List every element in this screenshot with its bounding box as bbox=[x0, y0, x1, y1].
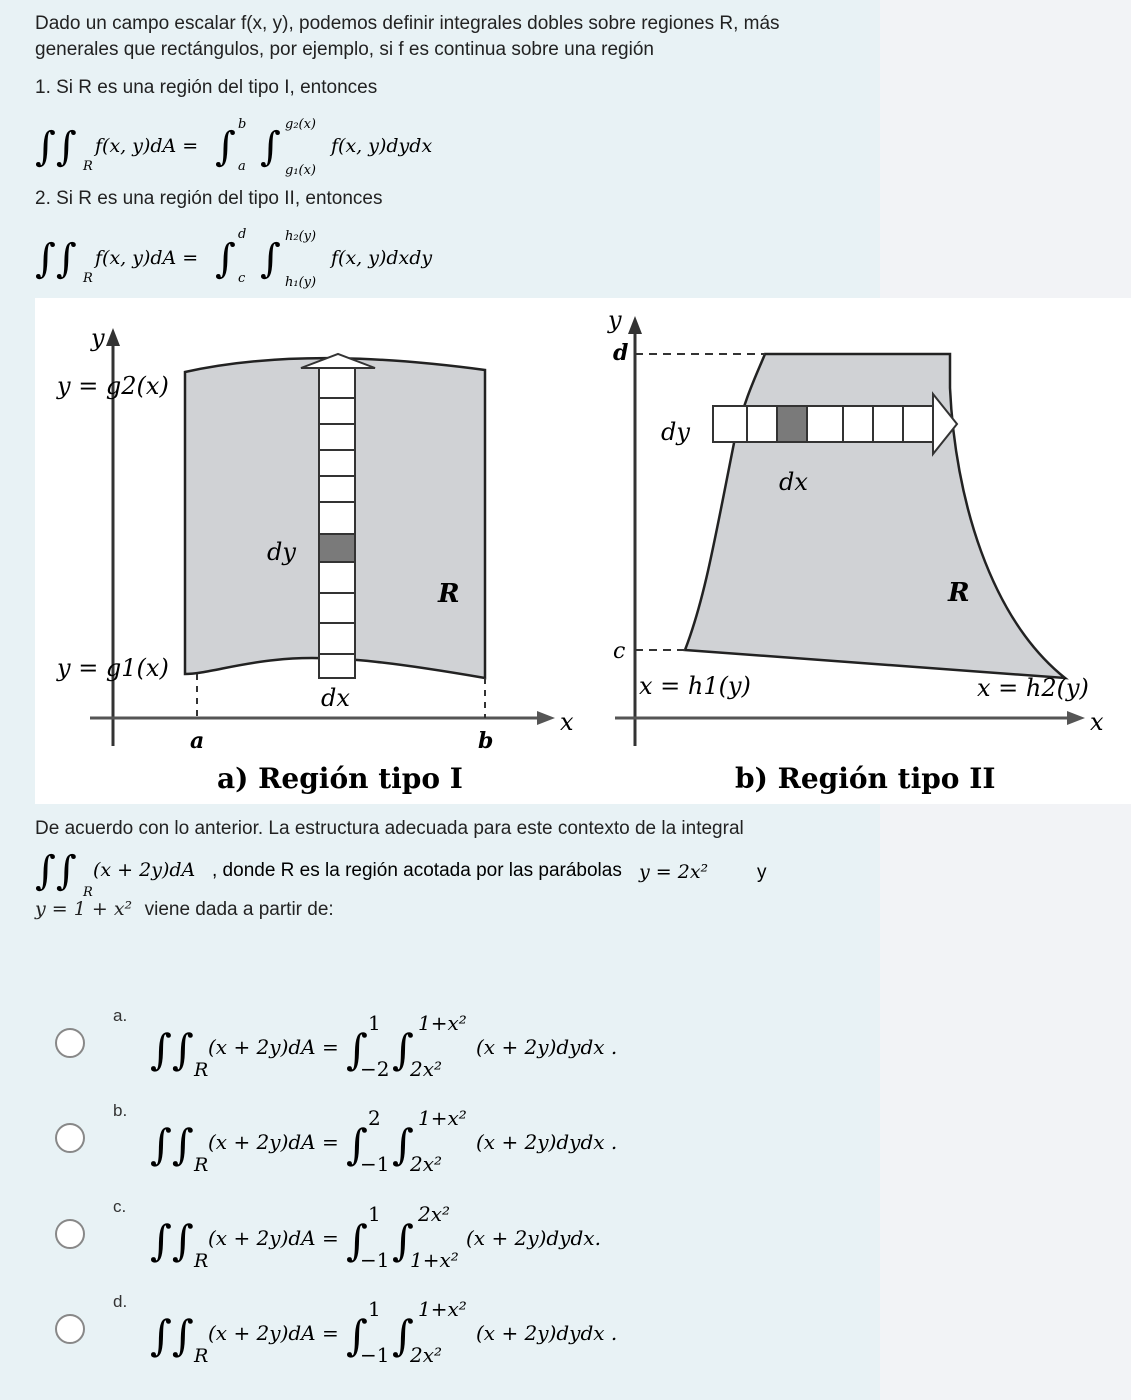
type-1-diagram bbox=[56, 324, 574, 795]
intro-line-1: Dado un campo escalar f(x, y), podemos definir integrales dobles sobre regiones R, más bbox=[35, 13, 780, 34]
type-2-x-label: x bbox=[1090, 708, 1104, 736]
f1-lhs: f(x, y)dA = bbox=[95, 135, 199, 157]
formula-type-1-svg bbox=[35, 108, 635, 180]
svg-text:∫∫: ∫∫ bbox=[150, 1120, 194, 1169]
type-2-right-curve-label: x = h2(y) bbox=[977, 674, 1089, 702]
question-line-1: De acuerdo con lo anterior. La estructura adecuada para este contexto de la integral bbox=[35, 818, 744, 839]
svg-text:h₁(y): h₁(y) bbox=[285, 275, 317, 290]
option-c-letter: c. bbox=[113, 1197, 127, 1216]
type-2-diagram bbox=[607, 306, 1104, 795]
type-2-y-label: y bbox=[608, 306, 622, 334]
svg-text:2x²: 2x² bbox=[410, 1152, 443, 1176]
option-b-letter: b. bbox=[113, 1101, 128, 1120]
type-1-x-label: x bbox=[560, 708, 574, 736]
type-1-dy-label: dy bbox=[267, 538, 296, 566]
svg-text:(x + 2y)dA =: (x + 2y)dA = bbox=[208, 1035, 339, 1059]
svg-text:(x + 2y)dA =: (x + 2y)dA = bbox=[208, 1321, 339, 1345]
svg-text:R: R bbox=[194, 1059, 209, 1081]
svg-text:g₁(x): g₁(x) bbox=[285, 163, 317, 178]
question-line-2-svg bbox=[35, 842, 875, 898]
svg-text:f(x, y)dA =: f(x, y)dA = bbox=[95, 247, 199, 269]
svg-text:b: b bbox=[238, 117, 247, 132]
formula-type-2 bbox=[35, 220, 635, 292]
type-2-c-label: c bbox=[613, 639, 626, 664]
svg-text:∫∫: ∫∫ bbox=[150, 1025, 194, 1074]
svg-text:(x + 2y)dydx .: (x + 2y)dydx . bbox=[476, 1035, 618, 1059]
svg-text:2x²: 2x² bbox=[410, 1057, 443, 1081]
type-1-y-arrow bbox=[106, 328, 120, 346]
svg-text:∫∫: ∫∫ bbox=[150, 1311, 194, 1360]
svg-text:∫: ∫ bbox=[346, 1216, 368, 1265]
question-parabola-2: y = 1 + x² bbox=[35, 898, 133, 920]
intro-item-2: 2. Si R es una región del tipo II, entonces bbox=[35, 188, 383, 209]
svg-text:(x + 2y)dA =: (x + 2y)dA = bbox=[208, 1130, 339, 1154]
type-1-dx-label: dx bbox=[321, 684, 350, 712]
svg-text:∫: ∫ bbox=[346, 1311, 368, 1360]
question-line-3-text: viene dada a partir de: bbox=[144, 899, 334, 920]
svg-text:a: a bbox=[238, 159, 246, 174]
region-figure-svg bbox=[35, 298, 1131, 804]
svg-text:f(x, y)dxdy: f(x, y)dxdy bbox=[331, 247, 433, 269]
option-d[interactable] bbox=[55, 1292, 855, 1372]
question-line-2-text: , donde R es la región acotada por las parábolas bbox=[212, 860, 622, 881]
svg-text:∫: ∫ bbox=[215, 236, 236, 282]
option-d-radio[interactable] bbox=[55, 1314, 85, 1344]
svg-text:∫: ∫ bbox=[392, 1311, 414, 1360]
svg-text:g₂(x): g₂(x) bbox=[285, 117, 317, 132]
svg-text:∫: ∫ bbox=[260, 236, 281, 282]
svg-text:1: 1 bbox=[368, 1011, 381, 1035]
formula-type-1 bbox=[35, 108, 635, 180]
type-1-bottom-curve-label: y = g1(x) bbox=[57, 654, 169, 682]
option-b[interactable] bbox=[55, 1101, 855, 1181]
type-2-region bbox=[685, 354, 1065, 678]
f1-sub-R: R bbox=[83, 159, 93, 174]
svg-text:∫: ∫ bbox=[260, 124, 281, 170]
svg-text:h₂(y): h₂(y) bbox=[285, 229, 317, 244]
svg-text:(x + 2y)dydx.: (x + 2y)dydx. bbox=[466, 1226, 601, 1250]
type-1-x-arrow bbox=[537, 711, 555, 725]
option-d-formula bbox=[150, 1292, 770, 1372]
svg-text:(x + 2y)dA =: (x + 2y)dA = bbox=[208, 1226, 339, 1250]
type-2-d-label: d bbox=[613, 340, 629, 366]
type-2-dy-label: dy bbox=[661, 418, 690, 446]
svg-text:∫: ∫ bbox=[346, 1025, 368, 1074]
svg-text:c: c bbox=[238, 271, 246, 286]
svg-text:f(x, y)dydx: f(x, y)dydx bbox=[331, 135, 433, 157]
svg-text:R: R bbox=[194, 1250, 209, 1272]
type-2-dA-cell bbox=[777, 406, 807, 442]
svg-text:∫: ∫ bbox=[392, 1025, 414, 1074]
option-b-radio[interactable] bbox=[55, 1123, 85, 1153]
svg-text:R: R bbox=[83, 271, 93, 286]
svg-text:∫∫: ∫∫ bbox=[35, 124, 77, 170]
type-2-region-label: R bbox=[948, 578, 970, 608]
svg-text:2x²: 2x² bbox=[410, 1343, 443, 1367]
svg-text:−1: −1 bbox=[360, 1343, 390, 1367]
type-2-left-curve-label: x = h1(y) bbox=[639, 672, 751, 700]
svg-text:1+x²: 1+x² bbox=[410, 1248, 459, 1272]
svg-text:2x²: 2x² bbox=[418, 1202, 451, 1226]
type-2-y-arrow bbox=[628, 316, 642, 334]
option-a-formula bbox=[150, 1006, 770, 1086]
svg-text:1: 1 bbox=[368, 1297, 381, 1321]
type-2-x-arrow bbox=[1067, 711, 1085, 725]
region-figure bbox=[35, 298, 1131, 804]
svg-text:∫∫: ∫∫ bbox=[35, 236, 77, 282]
type-1-top-curve-label: y = g2(x) bbox=[57, 372, 169, 400]
svg-text:∫: ∫ bbox=[392, 1216, 414, 1265]
svg-text:−2: −2 bbox=[360, 1057, 390, 1081]
option-c[interactable] bbox=[55, 1197, 855, 1277]
svg-text:R: R bbox=[83, 885, 93, 898]
svg-text:−1: −1 bbox=[360, 1152, 390, 1176]
intro-item-1: 1. Si R es una región del tipo I, entonces bbox=[35, 77, 378, 98]
svg-text:∫∫: ∫∫ bbox=[150, 1216, 194, 1265]
svg-text:R: R bbox=[194, 1345, 209, 1367]
svg-text:∫: ∫ bbox=[392, 1120, 414, 1169]
type-2-caption: b) Región tipo II bbox=[735, 762, 996, 795]
question-line-2 bbox=[35, 842, 875, 898]
type-1-b-label: b bbox=[478, 728, 494, 754]
type-1-region-label: R bbox=[438, 579, 460, 609]
type-1-y-label: y bbox=[91, 324, 105, 352]
question-conj: y bbox=[757, 862, 767, 883]
svg-text:(x + 2y)dydx .: (x + 2y)dydx . bbox=[476, 1321, 618, 1345]
option-a[interactable] bbox=[55, 1006, 855, 1086]
svg-text:−1: −1 bbox=[360, 1248, 390, 1272]
question-integrand: (x + 2y)dA bbox=[93, 859, 196, 881]
type-1-a-label: a bbox=[190, 728, 205, 754]
intro-line-2: generales que rectángulos, por ejemplo, si f es continua sobre una región bbox=[35, 39, 654, 60]
svg-text:2: 2 bbox=[368, 1106, 381, 1130]
question-line-3 bbox=[35, 898, 535, 930]
type-2-dx-label: dx bbox=[779, 468, 808, 496]
svg-text:∫∫: ∫∫ bbox=[35, 848, 77, 894]
formula-type-2-svg bbox=[35, 220, 635, 292]
svg-text:∫: ∫ bbox=[215, 124, 236, 170]
option-c-radio[interactable] bbox=[55, 1219, 85, 1249]
question-parabola-1: y = 2x² bbox=[639, 861, 709, 883]
svg-text:1+x²: 1+x² bbox=[418, 1011, 467, 1035]
svg-text:∫: ∫ bbox=[346, 1120, 368, 1169]
type-1-dA-cell bbox=[319, 534, 355, 562]
svg-text:R: R bbox=[194, 1154, 209, 1176]
type-1-caption: a) Región tipo I bbox=[217, 762, 463, 795]
option-d-letter: d. bbox=[113, 1292, 128, 1311]
svg-text:1+x²: 1+x² bbox=[418, 1297, 467, 1321]
svg-text:1+x²: 1+x² bbox=[418, 1106, 467, 1130]
svg-text:1: 1 bbox=[368, 1202, 381, 1226]
option-a-radio[interactable] bbox=[55, 1028, 85, 1058]
svg-text:d: d bbox=[238, 227, 247, 242]
option-b-formula bbox=[150, 1101, 770, 1181]
option-c-formula bbox=[150, 1197, 770, 1277]
svg-text:(x + 2y)dydx .: (x + 2y)dydx . bbox=[476, 1130, 618, 1154]
option-a-letter: a. bbox=[113, 1006, 128, 1025]
